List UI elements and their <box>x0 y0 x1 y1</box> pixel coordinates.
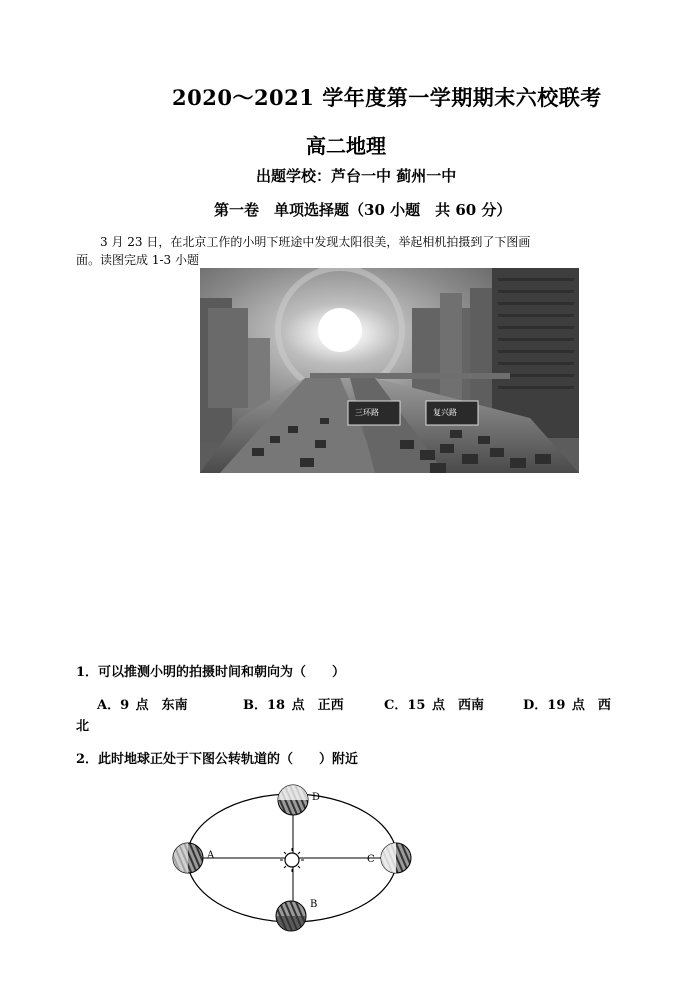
road-sign-right: 复兴路 <box>433 408 457 417</box>
intro-line-1: 3 月 23 日，在北京工作的小明下班途中发现太阳很美，举起相机拍摄到了下图画 <box>100 235 531 249</box>
subject-title: 高二地理 <box>306 134 386 158</box>
earth-icon-c <box>381 843 411 873</box>
question-2-stem: 2．此时地球正处于下图公转轨道的（ ）附近 <box>76 752 359 767</box>
label-c: C <box>367 854 375 865</box>
question-1-stem: 1．可以推测小明的拍摄时间和朝向为（ ） <box>76 665 346 680</box>
exam-title: 2020～2021 学年度第一学期期末六校联考 <box>172 85 602 110</box>
sunset-photo <box>200 268 579 473</box>
option-c[interactable]: C．15 点 西南 <box>384 698 484 713</box>
option-d[interactable]: D．19 点 西 <box>523 698 611 713</box>
label-b: B <box>310 899 318 910</box>
earth-icon-a <box>173 843 203 873</box>
option-b[interactable]: B．18 点 正西 <box>243 698 344 713</box>
label-d: D <box>312 792 321 803</box>
road-sign-left: 三环路 <box>355 408 379 417</box>
option-a[interactable]: A．9 点 东南 <box>97 698 188 713</box>
section-heading: 第一卷 单项选择题（30 小题 共 60 分） <box>214 201 512 219</box>
intro-line-2: 面。读图完成 1-3 小题 <box>76 253 199 267</box>
earth-icon-d <box>278 785 308 815</box>
earth-icon-b <box>276 901 306 931</box>
label-a: A <box>207 850 215 861</box>
earth-orbit-diagram <box>160 776 430 936</box>
setter-schools: 出题学校：芦台一中 蓟州一中 <box>256 167 457 185</box>
question-1-options <box>97 694 611 713</box>
option-d-wrap: 北 <box>76 719 90 734</box>
sun-icon <box>280 848 304 872</box>
